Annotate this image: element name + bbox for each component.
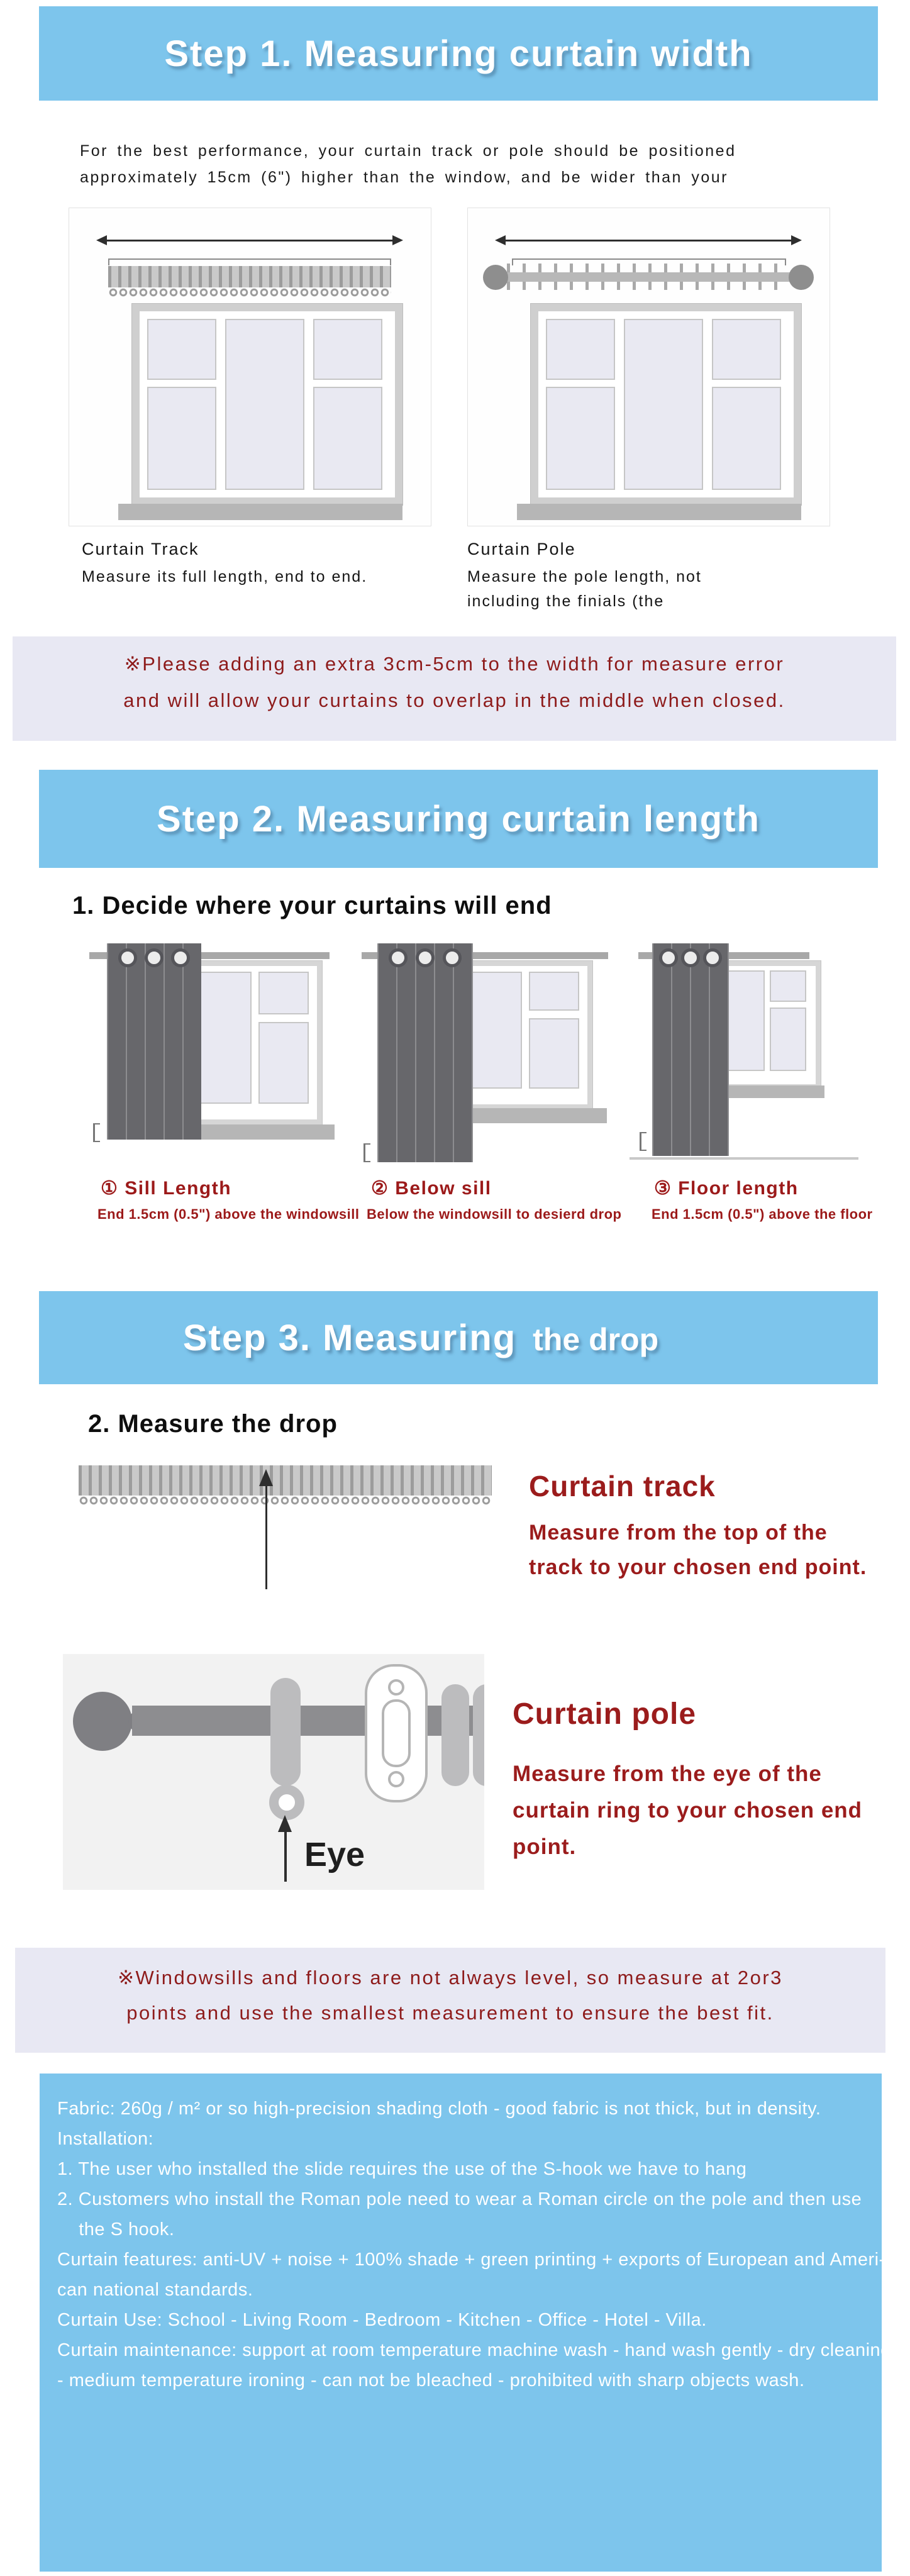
grommet-icon	[118, 948, 137, 967]
window-graphic	[187, 961, 322, 1124]
info-line: Fabric: 260g / m² or so high-precision shading cloth - good fabric is not thick, but in density.	[57, 2099, 821, 2119]
curtain-pole-caption	[467, 540, 702, 611]
curtain-pole-illustration	[467, 208, 830, 526]
bracket-screw-hole	[388, 1771, 404, 1787]
level-note-box	[15, 1948, 885, 2053]
grommet-icon	[171, 948, 190, 967]
curtain-graphic	[377, 943, 473, 1162]
window-graphic	[457, 961, 592, 1109]
curtain-ring	[270, 1678, 301, 1786]
info-line: Installation:	[57, 2129, 154, 2149]
windowsill	[517, 504, 801, 520]
window-pane	[258, 972, 309, 1014]
track-drop-title: Curtain track	[529, 1470, 716, 1502]
window-pane	[546, 387, 615, 490]
window-pane	[712, 319, 781, 380]
grommet-icon	[416, 948, 435, 967]
bracket-screw-hole	[388, 1679, 404, 1696]
step1-intro-line2: approximately 15cm (6") higher than the window, and be wider than your	[80, 169, 728, 186]
option3-title: ③ Floor length	[654, 1178, 799, 1199]
curtain-track-caption	[82, 540, 367, 586]
option1-title: ① Sill Length	[101, 1178, 232, 1199]
double-arrow-icon	[504, 240, 792, 242]
step2-banner	[39, 770, 878, 868]
info-line: Curtain maintenance: support at room temperature machine wash - hand wash gently - dry cleaning	[57, 2340, 891, 2360]
note-line: ※Windowsills and floors are not always level, so measure at 2or3	[118, 1967, 783, 1989]
track-hooks	[79, 1496, 492, 1507]
window-pane	[712, 387, 781, 490]
pole-drop-line: point.	[513, 1835, 577, 1859]
window-pane	[770, 1008, 806, 1071]
note-line: and will allow your curtains to overlap in the middle when closed.	[123, 689, 785, 711]
window-pane	[468, 972, 522, 1089]
curtain-pole-graphic	[501, 272, 796, 282]
step3-heading: 2. Measure the drop	[88, 1410, 338, 1438]
info-line: Curtain features: anti-UV + noise + 100% shade + green printing + exports of European and Ameri-	[57, 2250, 885, 2270]
step1-intro-line1: For the best performance, your curtain track or pole should be positioned	[80, 142, 736, 160]
grommet-icon	[703, 948, 722, 967]
track-drop-line: Measure from the top of the	[529, 1521, 828, 1545]
step2-banner-title: Step 2. Measuring curtain length	[157, 798, 760, 840]
window-pane	[313, 319, 382, 380]
step3-banner	[39, 1291, 878, 1384]
option2-title: ② Below sill	[371, 1178, 492, 1199]
eye-label: Eye	[304, 1836, 365, 1874]
windowsill	[118, 504, 402, 520]
grommet-row	[652, 948, 729, 967]
info-line: can national standards.	[57, 2280, 253, 2300]
curtain-track-illustration	[69, 208, 431, 526]
pole-drop-line: Measure from the eye of the	[513, 1762, 822, 1786]
window-graphic	[531, 304, 801, 505]
measure-bracket	[108, 258, 391, 260]
finial-right	[789, 265, 814, 290]
window-pane	[225, 319, 304, 490]
window-pane	[546, 319, 615, 380]
pole-drop-line: curtain ring to your chosen end	[513, 1798, 863, 1823]
step3-banner-title	[183, 1317, 658, 1359]
info-line: Curtain Use: School - Living Room - Bedroom - Kitchen - Office - Hotel - Villa.	[57, 2310, 707, 2330]
curtain-track-graphic	[108, 266, 391, 287]
pole-drop-title: Curtain pole	[513, 1697, 697, 1731]
step1-banner-title: Step 1. Measuring curtain width	[164, 33, 753, 74]
track-drop-desc	[529, 1516, 867, 1585]
curtain-graphic	[652, 943, 729, 1156]
window-pane	[624, 319, 703, 490]
step3-banner-sub: the drop	[533, 1321, 659, 1357]
window-graphic	[716, 961, 821, 1089]
window-pane	[258, 1022, 309, 1104]
window-pane	[529, 972, 579, 1011]
width-note-box	[13, 636, 896, 741]
up-arrow-icon	[265, 1485, 267, 1589]
caption-title: Curtain Pole	[467, 540, 576, 558]
window-pane	[313, 387, 382, 490]
note-line: ※Please adding an extra 3cm-5cm to the width for measure error	[124, 653, 785, 675]
grommet-icon	[389, 948, 408, 967]
window-pane	[770, 970, 806, 1002]
caption-title: Curtain Track	[82, 540, 199, 558]
window-pane	[197, 972, 252, 1104]
step3-banner-main: Step 3. Measuring	[182, 1317, 517, 1358]
note-line: points and use the smallest measurement to ensure the best fit.	[126, 2002, 774, 2024]
curtain-ring	[441, 1684, 469, 1786]
finial	[73, 1692, 132, 1751]
pole-drop-desc	[513, 1756, 862, 1865]
caption-line: Measure its full length, end to end.	[82, 568, 368, 586]
track-hooks	[108, 287, 391, 299]
grommet-row	[107, 948, 201, 967]
measure-bracket	[512, 258, 786, 260]
grommet-icon	[659, 948, 678, 967]
up-arrow-icon	[284, 1831, 287, 1882]
measure-tick	[640, 1132, 646, 1151]
window-pane	[147, 387, 216, 490]
info-line: - medium temperature ironing - can not be bleached - prohibited with sharp objects wash.	[57, 2370, 805, 2390]
bracket-slot	[382, 1699, 411, 1767]
sill-length-illustration	[89, 943, 338, 1163]
floor-line	[630, 1157, 858, 1160]
grommet-icon	[681, 948, 700, 967]
finial-left	[483, 265, 508, 290]
wall-bracket	[365, 1664, 428, 1802]
below-sill-illustration	[362, 943, 610, 1170]
double-arrow-icon	[106, 240, 394, 242]
info-line: 2. Customers who install the Roman pole need to wear a Roman circle on the pole and then use	[57, 2189, 862, 2209]
curtain-graphic	[107, 943, 201, 1140]
grommet-icon	[443, 948, 462, 967]
window-pane	[529, 1018, 579, 1089]
info-line: the S hook.	[57, 2219, 175, 2240]
step2-heading: 1. Decide where your curtains will end	[72, 892, 552, 919]
curtain-pole-panel	[63, 1654, 484, 1890]
window-pane	[726, 970, 765, 1071]
caption-line: Measure the pole length, not	[467, 568, 702, 586]
option3-desc: End 1.5cm (0.5") above the floor	[652, 1206, 873, 1222]
floor-length-illustration	[638, 943, 852, 1163]
option2-desc: Below the windowsill to desierd drop	[367, 1206, 622, 1222]
step1-banner	[39, 6, 878, 101]
pole-bar	[132, 1706, 484, 1736]
option1-desc: End 1.5cm (0.5") above the windowsill	[97, 1206, 360, 1222]
curtain-ring	[473, 1684, 484, 1786]
product-info-text	[40, 2074, 891, 2396]
product-info-box	[40, 2074, 891, 2572]
measure-tick	[93, 1123, 100, 1142]
grommet-icon	[145, 948, 164, 967]
grommet-row	[377, 948, 473, 967]
info-line: 1. The user who installed the slide requires the use of the S-hook we have to hang	[57, 2159, 747, 2179]
curtain-track-graphic	[79, 1465, 492, 1496]
window-pane	[147, 319, 216, 380]
window-graphic	[132, 304, 402, 505]
caption-line: including the finials (the	[467, 592, 665, 610]
track-drop-line: track to your chosen end point.	[529, 1555, 867, 1579]
measure-tick	[363, 1143, 370, 1162]
